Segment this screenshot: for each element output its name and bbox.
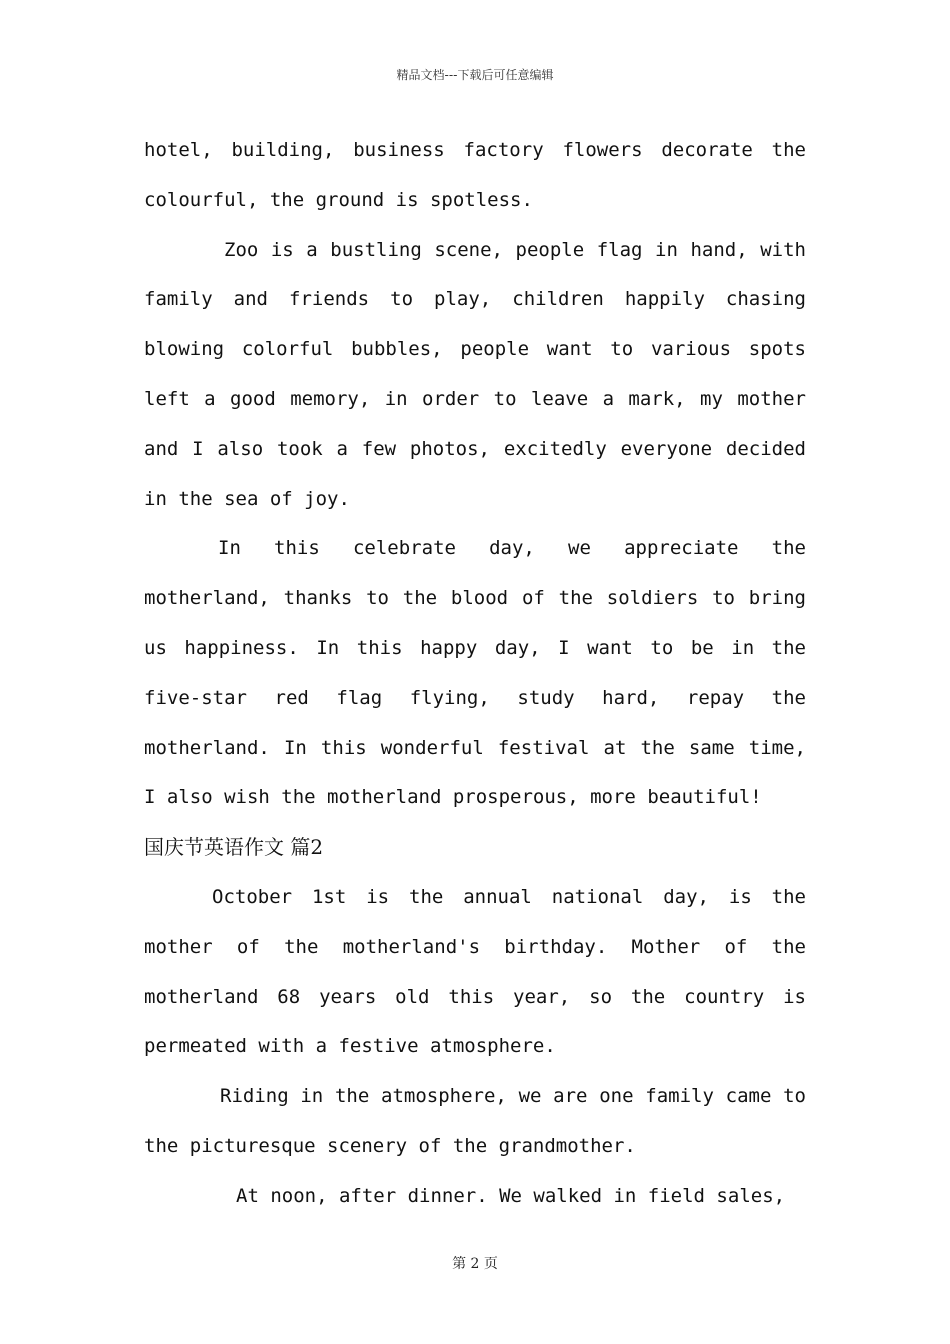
document-body [144, 126, 806, 1222]
page-number: 第 2 页 [452, 1256, 498, 1272]
paragraph-1: hotel, building, business factory flowers decorate the colourful, the ground is spotless. [144, 139, 806, 211]
paragraph-3: In this celebrate day, we appreciate the motherland, thanks to the blood of the soldiers to bring us happiness. In this happy day, I want to be in the five-star red flag flying, study hard, repay the motherland. In this wonderful festival at the same time, I also wish the motherland prosperous, more beautiful! [144, 537, 806, 809]
paragraph-2: Zoo is a bustling scene, people flag in hand, with family and friends to play, children happily chasing blowing colorful bubbles, people want to various spots left a good memory, in order to leave a mark, my mother and I also took a few photos, excitedly everyone decided in the sea of joy. [144, 238, 806, 510]
page-header: 精品文档---下载后可任意编辑 [396, 68, 554, 82]
paragraph-4: October 1st is the annual national day, is the mother of the motherland's birthday. Mother of the motherland 68 years old this year, so the country is permeated with a festive atmosphere. [144, 885, 806, 1058]
paragraph-6: At noon, after dinner. We walked in field sales, [236, 1184, 786, 1207]
section-heading: 国庆节英语作文 篇2 [144, 835, 324, 860]
paragraph-5: Riding in the atmosphere, we are one family came to the picturesque scenery of the grandmother. [144, 1085, 806, 1157]
